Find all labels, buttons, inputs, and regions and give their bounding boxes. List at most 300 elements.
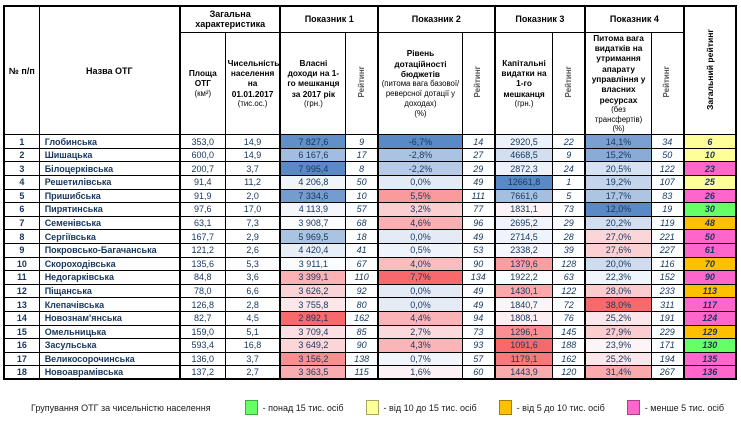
header-capital-expend <box>495 32 553 135</box>
cell-indicator-rating-p3[interactable]: 128 <box>553 257 585 271</box>
cell-total-rating[interactable]: 6 <box>684 135 736 149</box>
cell-indicator-rating-p2[interactable]: 60 <box>462 366 494 380</box>
cell-indicator-rating-p4[interactable]: 50 <box>651 148 683 162</box>
cell-indicator-rating-p1[interactable]: 110 <box>346 271 378 285</box>
otg-rating-table <box>3 5 737 380</box>
cell-indicator-rating-p2[interactable]: 134 <box>462 271 494 285</box>
cell-indicator-value-p2[interactable]: 1,6% <box>378 366 462 380</box>
header-indicator-3: Показник 3 <box>495 6 585 32</box>
header-own-income <box>280 32 345 135</box>
cell-population[interactable]: 2,9 <box>225 230 280 244</box>
cell-indicator-value-p2[interactable]: -6,7% <box>378 135 462 149</box>
cell-population[interactable]: 4,5 <box>225 311 280 325</box>
cell-indicator-rating-p1[interactable]: 9 <box>346 135 378 149</box>
table-row <box>4 366 736 380</box>
cell-indicator-rating-p4[interactable]: 83 <box>651 189 683 203</box>
cell-area[interactable]: 91,4 <box>180 176 225 190</box>
cell-indicator-value-p2[interactable]: 4,0% <box>378 257 462 271</box>
cell-area[interactable]: 137,2 <box>180 366 225 380</box>
cell-indicator-value-p2[interactable]: 0,0% <box>378 298 462 312</box>
cell-indicator-rating-p3[interactable]: 122 <box>553 284 585 298</box>
cell-indicator-value-p4[interactable]: 22,3% <box>585 271 651 285</box>
cell-area[interactable]: 84,8 <box>180 271 225 285</box>
cell-indicator-value-p4[interactable]: 23,9% <box>585 339 651 353</box>
cell-indicator-rating-p1[interactable]: 8 <box>346 162 378 176</box>
cell-indicator-value-p2[interactable]: 7,7% <box>378 271 462 285</box>
cell-indicator-rating-p1[interactable]: 115 <box>346 366 378 380</box>
cell-otg-name[interactable]: Клепачівська <box>39 298 180 312</box>
cell-row-number[interactable]: 13 <box>4 298 39 312</box>
cell-population[interactable]: 2,7 <box>225 366 280 380</box>
cell-indicator-value-p1[interactable]: 3 755,8 <box>280 298 345 312</box>
cell-population[interactable]: 6,6 <box>225 284 280 298</box>
cell-row-number[interactable]: 3 <box>4 162 39 176</box>
cell-area[interactable]: 121,2 <box>180 243 225 257</box>
cell-indicator-value-p3[interactable]: 2714,5 <box>495 230 553 244</box>
cell-total-rating[interactable]: 135 <box>684 352 736 366</box>
cell-area[interactable]: 82,7 <box>180 311 225 325</box>
table-row <box>4 189 736 203</box>
cell-indicator-rating-p3[interactable]: 162 <box>553 352 585 366</box>
cell-total-rating[interactable]: 30 <box>684 203 736 217</box>
cell-indicator-rating-p2[interactable]: 77 <box>462 203 494 217</box>
header-area-unit: (км²) <box>194 88 212 98</box>
cell-indicator-rating-p4[interactable]: 227 <box>651 243 683 257</box>
cell-otg-name[interactable]: Засульська <box>39 339 180 353</box>
cell-indicator-value-p4[interactable]: 17,7% <box>585 189 651 203</box>
legend-item-group-10-15k <box>366 400 477 415</box>
cell-row-number[interactable]: 6 <box>4 203 39 217</box>
header-admin-title: Питома вага видатків на утримання апарату управління у власних ресурсах <box>591 32 646 105</box>
cell-indicator-rating-p1[interactable]: 162 <box>346 311 378 325</box>
cell-otg-name[interactable]: Шишацька <box>39 148 180 162</box>
cell-indicator-value-p1[interactable]: 5 969,5 <box>280 230 345 244</box>
cell-row-number[interactable]: 2 <box>4 148 39 162</box>
cell-total-rating[interactable]: 70 <box>684 257 736 271</box>
cell-indicator-rating-p4[interactable]: 233 <box>651 284 683 298</box>
cell-row-number[interactable]: 10 <box>4 257 39 271</box>
cell-population[interactable]: 16,8 <box>225 339 280 353</box>
legend-title: Групування ОТГ за чисельністю населення <box>31 402 211 413</box>
cell-indicator-value-p2[interactable]: -2,2% <box>378 162 462 176</box>
group-under-5k-swatch-icon <box>627 400 640 415</box>
cell-indicator-value-p1[interactable]: 3 911,1 <box>280 257 345 271</box>
cell-indicator-value-p3[interactable]: 2695,2 <box>495 216 553 230</box>
cell-indicator-value-p2[interactable]: 5,5% <box>378 189 462 203</box>
cell-indicator-value-p2[interactable]: -2,8% <box>378 148 462 162</box>
header-indicator-2: Показник 2 <box>378 6 495 32</box>
cell-total-rating[interactable]: 23 <box>684 162 736 176</box>
table-row <box>4 230 736 244</box>
cell-row-number[interactable]: 7 <box>4 216 39 230</box>
table-row <box>4 162 736 176</box>
cell-indicator-rating-p1[interactable]: 18 <box>346 230 378 244</box>
cell-indicator-rating-p3[interactable]: 9 <box>553 148 585 162</box>
cell-otg-name[interactable]: Скороходівська <box>39 257 180 271</box>
cell-indicator-rating-p3[interactable]: 24 <box>553 162 585 176</box>
header-population-unit: (тис.ос.) <box>237 99 268 109</box>
cell-area[interactable]: 159,0 <box>180 325 225 339</box>
cell-indicator-rating-p2[interactable]: 27 <box>462 148 494 162</box>
cell-indicator-rating-p2[interactable]: 53 <box>462 243 494 257</box>
cell-indicator-rating-p4[interactable]: 107 <box>651 176 683 190</box>
cell-indicator-value-p4[interactable]: 31,4% <box>585 366 651 380</box>
cell-indicator-value-p3[interactable]: 1091,6 <box>495 339 553 353</box>
cell-area[interactable]: 593,4 <box>180 339 225 353</box>
cell-area[interactable]: 600,0 <box>180 148 225 162</box>
cell-population[interactable]: 3,7 <box>225 352 280 366</box>
cell-population[interactable]: 2,0 <box>225 189 280 203</box>
cell-indicator-rating-p3[interactable]: 73 <box>553 203 585 217</box>
cell-indicator-rating-p3[interactable]: 63 <box>553 271 585 285</box>
cell-indicator-value-p3[interactable]: 2920,5 <box>495 135 553 149</box>
header-name: Назва ОТГ <box>39 6 180 135</box>
cell-indicator-value-p3[interactable]: 4668,5 <box>495 148 553 162</box>
cell-indicator-value-p2[interactable]: 2,7% <box>378 325 462 339</box>
cell-indicator-rating-p4[interactable]: 311 <box>651 298 683 312</box>
cell-indicator-value-p4[interactable]: 15,2% <box>585 148 651 162</box>
cell-indicator-value-p3[interactable]: 2338,2 <box>495 243 553 257</box>
header-admin-unit: (%) <box>612 124 625 134</box>
cell-row-number[interactable]: 11 <box>4 271 39 285</box>
cell-total-rating[interactable]: 90 <box>684 271 736 285</box>
cell-indicator-rating-p2[interactable]: 96 <box>462 216 494 230</box>
header-indicator-4: Показник 4 <box>585 6 684 32</box>
header-rating-3: Рейтинг <box>553 32 585 135</box>
header-area <box>180 32 225 135</box>
cell-otg-name[interactable]: Великосорочинська <box>39 352 180 366</box>
table-row <box>4 352 736 366</box>
cell-indicator-rating-p4[interactable]: 194 <box>651 352 683 366</box>
cell-total-rating[interactable]: 61 <box>684 243 736 257</box>
cell-population[interactable]: 2,6 <box>225 243 280 257</box>
cell-area[interactable]: 136,0 <box>180 352 225 366</box>
cell-indicator-value-p4[interactable]: 25,2% <box>585 311 651 325</box>
cell-indicator-rating-p4[interactable]: 229 <box>651 325 683 339</box>
cell-indicator-value-p1[interactable]: 4 420,4 <box>280 243 345 257</box>
cell-otg-name[interactable]: Білоцерківська <box>39 162 180 176</box>
cell-indicator-value-p1[interactable]: 2 892,1 <box>280 311 345 325</box>
cell-indicator-value-p4[interactable]: 25,2% <box>585 352 651 366</box>
legend-item-group-over-15k <box>245 400 344 415</box>
table-row <box>4 298 736 312</box>
cell-population[interactable]: 7,3 <box>225 216 280 230</box>
cell-population[interactable]: 3,7 <box>225 162 280 176</box>
cell-indicator-rating-p4[interactable]: 221 <box>651 230 683 244</box>
legend-label: - менше 5 тис. осіб <box>644 402 724 413</box>
cell-population[interactable]: 5,3 <box>225 257 280 271</box>
cell-indicator-rating-p1[interactable]: 17 <box>346 148 378 162</box>
cell-total-rating[interactable]: 117 <box>684 298 736 312</box>
cell-indicator-rating-p2[interactable]: 57 <box>462 352 494 366</box>
legend-item-group-under-5k <box>627 400 724 415</box>
cell-indicator-value-p3[interactable]: 7661,6 <box>495 189 553 203</box>
table-row <box>4 176 736 190</box>
cell-total-rating[interactable]: 136 <box>684 366 736 380</box>
header-population-title: Чисельність населення на 01.01.2017 <box>227 57 280 99</box>
cell-indicator-value-p4[interactable]: 14,1% <box>585 135 651 149</box>
cell-indicator-value-p2[interactable]: 0,0% <box>378 230 462 244</box>
header-subsidy-sub: (питома вага базової/ реверсної дотації у доходах) <box>381 79 460 108</box>
cell-indicator-rating-p1[interactable]: 67 <box>346 257 378 271</box>
cell-area[interactable]: 78,0 <box>180 284 225 298</box>
cell-indicator-rating-p1[interactable]: 92 <box>346 284 378 298</box>
header-indicator-1: Показник 1 <box>280 6 378 32</box>
cell-population[interactable]: 17,0 <box>225 203 280 217</box>
cell-indicator-rating-p2[interactable]: 73 <box>462 325 494 339</box>
cell-row-number[interactable]: 8 <box>4 230 39 244</box>
cell-indicator-value-p1[interactable]: 3 626,2 <box>280 284 345 298</box>
cell-row-number[interactable]: 9 <box>4 243 39 257</box>
cell-indicator-value-p3[interactable]: 1430,1 <box>495 284 553 298</box>
cell-indicator-rating-p3[interactable]: 22 <box>553 135 585 149</box>
cell-indicator-value-p4[interactable]: 38,0% <box>585 298 651 312</box>
cell-total-rating[interactable]: 129 <box>684 325 736 339</box>
cell-indicator-rating-p3[interactable]: 5 <box>553 189 585 203</box>
cell-area[interactable]: 97,6 <box>180 203 225 217</box>
cell-indicator-rating-p2[interactable]: 49 <box>462 176 494 190</box>
cell-total-rating[interactable]: 10 <box>684 148 736 162</box>
group-10-15k-swatch-icon <box>366 400 379 415</box>
cell-indicator-value-p1[interactable]: 3 156,2 <box>280 352 345 366</box>
cell-indicator-value-p1[interactable]: 3 649,2 <box>280 339 345 353</box>
cell-indicator-rating-p1[interactable]: 90 <box>346 339 378 353</box>
cell-total-rating[interactable]: 50 <box>684 230 736 244</box>
cell-total-rating[interactable]: 48 <box>684 216 736 230</box>
cell-total-rating[interactable]: 26 <box>684 189 736 203</box>
cell-indicator-value-p1[interactable]: 6 167,6 <box>280 148 345 162</box>
cell-indicator-rating-p2[interactable]: 14 <box>462 135 494 149</box>
cell-indicator-rating-p4[interactable]: 267 <box>651 366 683 380</box>
header-area-title: Площа ОТГ <box>188 68 217 89</box>
group-over-15k-swatch-icon <box>245 400 258 415</box>
header-total-rating <box>684 6 736 135</box>
cell-population[interactable]: 11,2 <box>225 176 280 190</box>
header-capital-title: Капітальні видатки на 1-го мешканця <box>501 57 547 99</box>
cell-population[interactable]: 3,6 <box>225 271 280 285</box>
cell-population[interactable]: 5,1 <box>225 325 280 339</box>
cell-indicator-rating-p1[interactable]: 10 <box>346 189 378 203</box>
cell-indicator-value-p4[interactable]: 27,0% <box>585 230 651 244</box>
cell-indicator-value-p4[interactable]: 27,9% <box>585 325 651 339</box>
cell-indicator-rating-p4[interactable]: 116 <box>651 257 683 271</box>
cell-otg-name[interactable]: Покровсько-Багачанська <box>39 243 180 257</box>
cell-indicator-rating-p1[interactable]: 50 <box>346 176 378 190</box>
header-capital-unit: (грн.) <box>514 99 534 109</box>
cell-indicator-value-p1[interactable]: 3 399,1 <box>280 271 345 285</box>
cell-indicator-rating-p4[interactable]: 171 <box>651 339 683 353</box>
cell-area[interactable]: 91,9 <box>180 189 225 203</box>
cell-row-number[interactable]: 15 <box>4 325 39 339</box>
cell-row-number[interactable]: 18 <box>4 366 39 380</box>
cell-total-rating[interactable]: 130 <box>684 339 736 353</box>
cell-indicator-value-p2[interactable]: 3,2% <box>378 203 462 217</box>
table-row <box>4 243 736 257</box>
cell-area[interactable]: 167,7 <box>180 230 225 244</box>
cell-indicator-rating-p3[interactable]: 28 <box>553 230 585 244</box>
cell-otg-name[interactable]: Піщанська <box>39 284 180 298</box>
cell-total-rating[interactable]: 113 <box>684 284 736 298</box>
cell-area[interactable]: 135,6 <box>180 257 225 271</box>
cell-indicator-rating-p4[interactable]: 19 <box>651 203 683 217</box>
cell-indicator-value-p3[interactable]: 1443,9 <box>495 366 553 380</box>
header-population <box>225 32 280 135</box>
header-rating-1: Рейтинг <box>346 32 378 135</box>
cell-row-number[interactable]: 17 <box>4 352 39 366</box>
cell-indicator-value-p3[interactable]: 12661,8 <box>495 176 553 190</box>
cell-indicator-value-p3[interactable]: 1831,1 <box>495 203 553 217</box>
legend <box>31 400 738 415</box>
header-own-income-unit: (грн.) <box>303 99 323 109</box>
cell-indicator-rating-p4[interactable]: 191 <box>651 311 683 325</box>
cell-indicator-rating-p4[interactable]: 34 <box>651 135 683 149</box>
cell-indicator-rating-p1[interactable]: 68 <box>346 216 378 230</box>
group-5-10k-swatch-icon <box>499 400 512 415</box>
cell-indicator-rating-p4[interactable]: 122 <box>651 162 683 176</box>
cell-indicator-value-p4[interactable]: 19,2% <box>585 176 651 190</box>
cell-indicator-value-p2[interactable]: 4,3% <box>378 339 462 353</box>
cell-indicator-value-p4[interactable]: 12,0% <box>585 203 651 217</box>
cell-indicator-rating-p3[interactable]: 76 <box>553 311 585 325</box>
cell-indicator-value-p1[interactable]: 3 363,5 <box>280 366 345 380</box>
cell-indicator-value-p2[interactable]: 0,0% <box>378 284 462 298</box>
cell-indicator-rating-p3[interactable]: 188 <box>553 339 585 353</box>
cell-row-number[interactable]: 12 <box>4 284 39 298</box>
cell-indicator-rating-p4[interactable]: 119 <box>651 216 683 230</box>
cell-indicator-rating-p3[interactable]: 29 <box>553 216 585 230</box>
cell-population[interactable]: 14,9 <box>225 135 280 149</box>
cell-indicator-value-p3[interactable]: 1296,1 <box>495 325 553 339</box>
table-body <box>4 135 736 380</box>
table-row <box>4 257 736 271</box>
cell-indicator-rating-p2[interactable]: 29 <box>462 162 494 176</box>
cell-indicator-value-p3[interactable]: 1179,1 <box>495 352 553 366</box>
header-total-rating-label: Загальний рейтинг <box>704 29 715 111</box>
cell-otg-name[interactable]: Новоаврамівська <box>39 366 180 380</box>
cell-indicator-value-p2[interactable]: 4,6% <box>378 216 462 230</box>
cell-indicator-value-p3[interactable]: 2872,3 <box>495 162 553 176</box>
cell-otg-name[interactable]: Омельницька <box>39 325 180 339</box>
cell-indicator-value-p2[interactable]: 4,4% <box>378 311 462 325</box>
cell-otg-name[interactable]: Глобинська <box>39 135 180 149</box>
table-row <box>4 148 736 162</box>
cell-indicator-value-p3[interactable]: 1808,1 <box>495 311 553 325</box>
cell-indicator-rating-p3[interactable]: 39 <box>553 243 585 257</box>
cell-indicator-value-p1[interactable]: 7 334,6 <box>280 189 345 203</box>
cell-total-rating[interactable]: 124 <box>684 311 736 325</box>
header-rating-4: Рейтинг <box>651 32 683 135</box>
cell-indicator-rating-p3[interactable]: 145 <box>553 325 585 339</box>
cell-row-number[interactable]: 1 <box>4 135 39 149</box>
cell-indicator-value-p4[interactable]: 20,2% <box>585 216 651 230</box>
cell-indicator-rating-p1[interactable]: 57 <box>346 203 378 217</box>
table-row <box>4 135 736 149</box>
cell-otg-name[interactable]: Решетилівська <box>39 176 180 190</box>
table-header <box>4 6 736 135</box>
header-admin-sub: (без трансфертів) <box>594 105 643 124</box>
cell-population[interactable]: 14,9 <box>225 148 280 162</box>
cell-otg-name[interactable]: Новознам'янська <box>39 311 180 325</box>
cell-indicator-rating-p2[interactable]: 111 <box>462 189 494 203</box>
cell-indicator-value-p1[interactable]: 3 709,4 <box>280 325 345 339</box>
cell-indicator-value-p4[interactable]: 20,0% <box>585 257 651 271</box>
cell-area[interactable]: 200,7 <box>180 162 225 176</box>
table-row <box>4 325 736 339</box>
cell-population[interactable]: 2,8 <box>225 298 280 312</box>
cell-indicator-value-p3[interactable]: 1379,6 <box>495 257 553 271</box>
cell-indicator-rating-p1[interactable]: 138 <box>346 352 378 366</box>
cell-area[interactable]: 63,1 <box>180 216 225 230</box>
legend-label: - понад 15 тис. осіб <box>262 402 344 413</box>
cell-otg-name[interactable]: Сергіївська <box>39 230 180 244</box>
cell-indicator-rating-p2[interactable]: 49 <box>462 284 494 298</box>
cell-indicator-rating-p2[interactable]: 49 <box>462 230 494 244</box>
cell-indicator-value-p3[interactable]: 1922,2 <box>495 271 553 285</box>
table-row <box>4 339 736 353</box>
cell-indicator-rating-p2[interactable]: 93 <box>462 339 494 353</box>
table-row <box>4 271 736 285</box>
cell-indicator-rating-p2[interactable]: 49 <box>462 298 494 312</box>
cell-row-number[interactable]: 5 <box>4 189 39 203</box>
cell-row-number[interactable]: 16 <box>4 339 39 353</box>
cell-indicator-rating-p3[interactable]: 120 <box>553 366 585 380</box>
cell-indicator-value-p4[interactable]: 28,0% <box>585 284 651 298</box>
legend-label: - від 5 до 10 тис. осіб <box>516 402 605 413</box>
cell-indicator-value-p3[interactable]: 1840,7 <box>495 298 553 312</box>
cell-indicator-rating-p2[interactable]: 94 <box>462 311 494 325</box>
table-row <box>4 203 736 217</box>
legend-item-group-5-10k <box>499 400 605 415</box>
cell-row-number[interactable]: 4 <box>4 176 39 190</box>
table-row <box>4 311 736 325</box>
cell-area[interactable]: 353,0 <box>180 135 225 149</box>
cell-indicator-rating-p1[interactable]: 41 <box>346 243 378 257</box>
cell-indicator-value-p2[interactable]: 0,7% <box>378 352 462 366</box>
cell-indicator-value-p1[interactable]: 4 113,9 <box>280 203 345 217</box>
cell-indicator-value-p1[interactable]: 3 908,7 <box>280 216 345 230</box>
cell-indicator-value-p4[interactable]: 27,6% <box>585 243 651 257</box>
cell-total-rating[interactable]: 25 <box>684 176 736 190</box>
cell-otg-name[interactable]: Пирятинська <box>39 203 180 217</box>
cell-indicator-rating-p1[interactable]: 80 <box>346 298 378 312</box>
cell-indicator-rating-p3[interactable]: 1 <box>553 176 585 190</box>
cell-indicator-value-p1[interactable]: 7 827,6 <box>280 135 345 149</box>
header-admin-share <box>585 32 651 135</box>
header-rating-2: Рейтинг <box>462 32 494 135</box>
cell-area[interactable]: 126,8 <box>180 298 225 312</box>
cell-otg-name[interactable]: Пришибська <box>39 189 180 203</box>
header-subsidy-unit: (%) <box>414 108 427 118</box>
cell-indicator-rating-p3[interactable]: 72 <box>553 298 585 312</box>
table-row <box>4 216 736 230</box>
cell-indicator-value-p2[interactable]: 0,5% <box>378 243 462 257</box>
cell-indicator-value-p1[interactable]: 7 995,4 <box>280 162 345 176</box>
cell-row-number[interactable]: 14 <box>4 311 39 325</box>
legend-label: - від 10 до 15 тис. осіб <box>383 402 477 413</box>
cell-indicator-value-p1[interactable]: 4 206,8 <box>280 176 345 190</box>
header-num: № п/п <box>4 6 39 135</box>
cell-indicator-rating-p4[interactable]: 152 <box>651 271 683 285</box>
cell-indicator-rating-p1[interactable]: 85 <box>346 325 378 339</box>
table-row <box>4 284 736 298</box>
cell-otg-name[interactable]: Семенівська <box>39 216 180 230</box>
header-subsidy-title: Рівень дотаційності бюджетів <box>394 48 447 80</box>
cell-indicator-rating-p2[interactable]: 90 <box>462 257 494 271</box>
cell-indicator-value-p4[interactable]: 20,5% <box>585 162 651 176</box>
cell-indicator-value-p2[interactable]: 0,0% <box>378 176 462 190</box>
header-subsidy-level <box>378 32 462 135</box>
cell-otg-name[interactable]: Недогарківська <box>39 271 180 285</box>
